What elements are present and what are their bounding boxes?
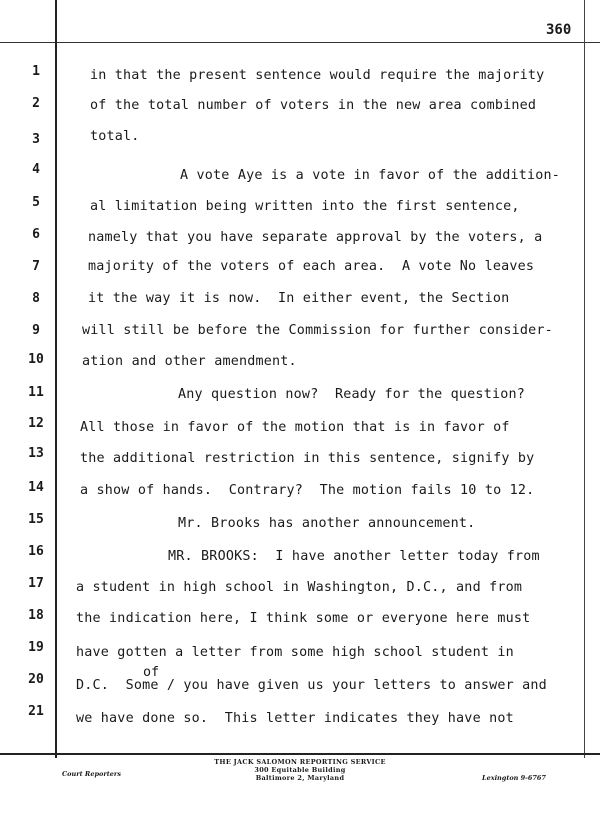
page-number: 360 bbox=[546, 22, 572, 38]
line-number: 4 bbox=[32, 162, 40, 177]
transcript-line: we have done so. This letter indicates they have not bbox=[76, 711, 514, 726]
transcript-line: in that the present sentence would require the majority bbox=[90, 68, 545, 83]
transcript-line: D.C. Some / you have given us your letters to answer and bbox=[76, 678, 547, 693]
transcript-line: namely that you have separate approval by the voters, a bbox=[88, 230, 543, 245]
line-number: 6 bbox=[32, 227, 40, 242]
transcript-line: Any question now? Ready for the question? bbox=[178, 387, 525, 402]
right-margin-rule bbox=[584, 0, 585, 758]
transcript-line: of the total number of voters in the new area combined bbox=[90, 98, 537, 113]
bottom-rule bbox=[0, 753, 600, 755]
line-number: 2 bbox=[32, 96, 40, 111]
line-number: 19 bbox=[28, 640, 44, 655]
left-margin-rule bbox=[55, 0, 57, 758]
service-address: 300 Equitable Building bbox=[254, 766, 346, 774]
line-number: 8 bbox=[32, 291, 40, 306]
line-number: 9 bbox=[32, 323, 40, 338]
transcript-line: the indication here, I think some or everyone here must bbox=[76, 611, 531, 626]
transcript-line: total. bbox=[90, 129, 140, 144]
service-city: Baltimore 2, Maryland bbox=[255, 774, 345, 782]
line-number: 16 bbox=[28, 544, 44, 559]
line-number: 1 bbox=[32, 64, 40, 79]
interlinear-insert: of bbox=[143, 665, 160, 680]
reporting-service-imprint bbox=[200, 758, 400, 782]
footer-left-label: Court Reporters bbox=[62, 770, 121, 778]
line-number: 13 bbox=[28, 446, 44, 461]
line-number: 18 bbox=[28, 608, 44, 623]
transcript-line: a show of hands. Contrary? The motion fails 10 to 12. bbox=[80, 483, 535, 498]
line-number: 17 bbox=[28, 576, 44, 591]
line-number: 5 bbox=[32, 195, 40, 210]
line-number: 12 bbox=[28, 416, 44, 431]
transcript-line: the additional restriction in this sentence, signify by bbox=[80, 451, 535, 466]
line-number: 15 bbox=[28, 512, 44, 527]
footer-right-label: Lexington 9-6767 bbox=[482, 774, 546, 782]
line-number: 21 bbox=[28, 704, 44, 719]
transcript-line: majority of the voters of each area. A vote No leaves bbox=[88, 259, 535, 274]
line-number: 7 bbox=[32, 259, 40, 274]
line-number: 11 bbox=[28, 385, 44, 400]
transcript-line: All those in favor of the motion that is in favor of bbox=[80, 420, 510, 435]
transcript-line: will still be before the Commission for further consider- bbox=[82, 323, 553, 338]
transcript-line: it the way it is now. In either event, the Section bbox=[88, 291, 510, 306]
transcript-line: a student in high school in Washington, D.C., and from bbox=[76, 580, 523, 595]
transcript-line: have gotten a letter from some high school student in bbox=[76, 645, 514, 660]
line-number: 20 bbox=[28, 672, 44, 687]
service-name: THE JACK SALOMON REPORTING SERVICE bbox=[214, 758, 386, 766]
transcript-line: Mr. Brooks has another announcement. bbox=[178, 516, 476, 531]
transcript-line: MR. BROOKS: I have another letter today from bbox=[168, 549, 540, 564]
line-number: 3 bbox=[32, 132, 40, 147]
transcript-line: al limitation being written into the first sentence, bbox=[90, 199, 520, 214]
top-rule bbox=[0, 42, 600, 43]
transcript-line: ation and other amendment. bbox=[82, 354, 297, 369]
line-number: 10 bbox=[28, 352, 44, 367]
transcript-line: A vote Aye is a vote in favor of the addition- bbox=[180, 168, 561, 183]
line-number: 14 bbox=[28, 480, 44, 495]
